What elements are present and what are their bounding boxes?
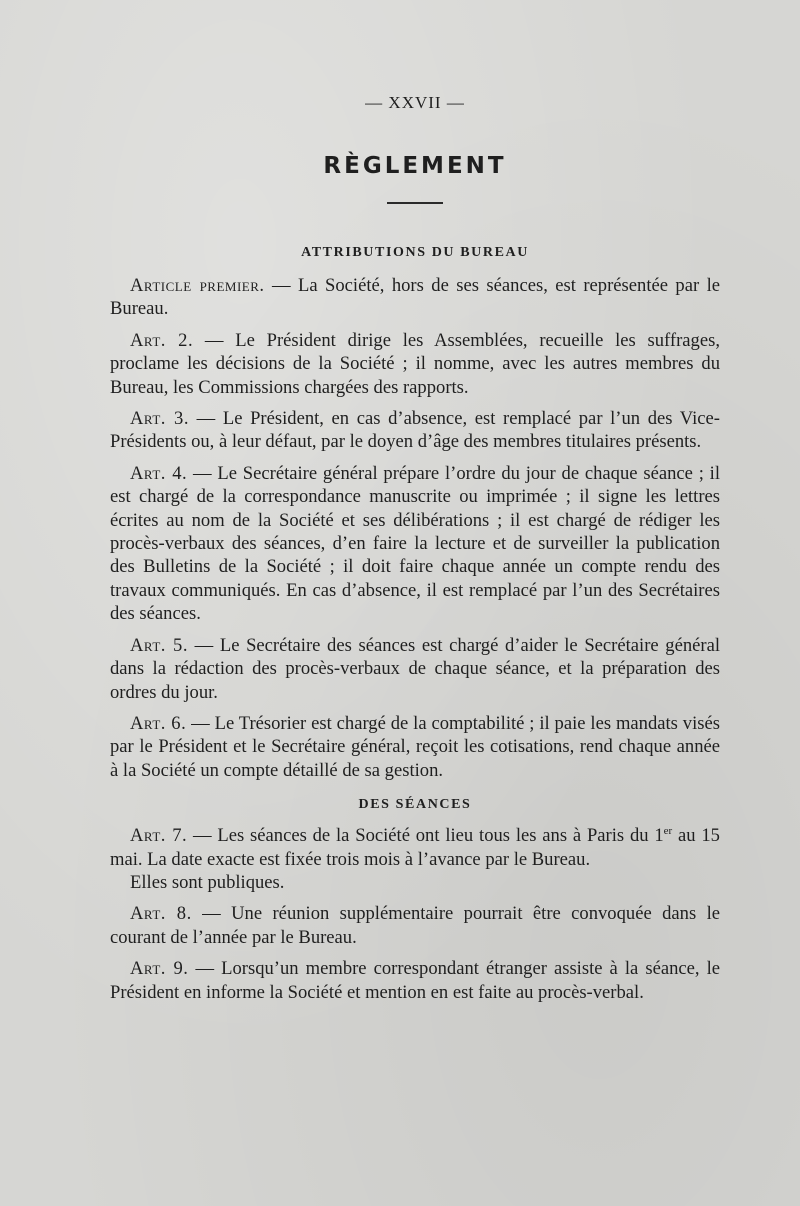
article-label: Art. 4. [130, 462, 188, 484]
article-label: Article premier. [130, 275, 265, 296]
article-text: — Les séances de la Société ont lieu tous les ans à Paris du 1 [187, 825, 664, 847]
article-8 [110, 902, 720, 949]
article-text: — Le Secrétaire général prépare l’ordre du jour de chaque séance ; il est chargé de la correspondance manuscrite ou imprimée ; il signe les lettres écrites au nom de la Société et ses délibérations ; il est chargé de rédiger les procès-verbaux des séances, d’en faire la lecture et de surveiller la publication des Bulletins de la Société ; il doit faire chaque année un compte rendu des travaux communiqués. En cas d’absence, il est remplacé par l’un des Secrétaires des séances. [110, 462, 720, 625]
article-text-continued: au 15 mai. La date exacte est fixée trois mois à l’avance par le Bureau. [110, 825, 720, 870]
section-heading-bureau: ATTRIBUTIONS DU BUREAU [301, 245, 529, 260]
article-2 [110, 329, 720, 399]
article-4 [110, 462, 720, 626]
article-label: Art. 2. [130, 329, 194, 351]
article-label: Art. 3. [130, 408, 189, 430]
ordinal-superscript: er [663, 824, 673, 837]
section-heading-seances: DES SÉANCES [358, 797, 472, 813]
article-label: Art. 8. [130, 903, 192, 925]
article-text: — Lorsqu’un membre correspondant étranger assiste à la séance, le Président en informe la Société et mention en est faite au procès-verbal. [110, 958, 720, 1003]
article-text: — La Société, hors de ses séances, est représentée par le Bureau. [110, 275, 720, 320]
article-7-extra: Elles sont publiques. [130, 871, 285, 893]
article-text: — Le Trésorier est chargé de la comptabilité ; il paie les mandats visés par le Président et le Secrétaire général, reçoit les cotisations, rend chaque année à la Société un compte détaillé de sa gestion. [110, 712, 720, 781]
title-rule [387, 202, 443, 204]
article-text: — Le Président dirige les Assemblées, recueille les suffrages, proclame les décisions de la Société ; il nomme, avec les autres membres du Bureau, les Commissions chargées des rapports. [110, 329, 720, 398]
article-6 [110, 712, 720, 782]
article-text: — Une réunion supplémentaire pourrait être convoquée dans le courant de l’année par le Bureau. [110, 903, 720, 948]
article-3 [110, 407, 720, 454]
article-label: Art. 6. [130, 712, 187, 734]
article-1 [110, 274, 720, 321]
article-label: Art. 7. [130, 825, 188, 847]
article-label: Art. 9. [130, 958, 189, 980]
article-label: Art. 5. [130, 634, 188, 656]
article-7 [110, 824, 720, 894]
article-9 [110, 957, 720, 1004]
article-text: — Le Secrétaire des séances est chargé d’aider le Secrétaire général dans la rédaction des procès-verbaux de chaque séance, et la préparation des ordres du jour. [110, 634, 720, 703]
page-number: — XXVII — [365, 93, 465, 112]
article-5 [110, 634, 720, 704]
article-text: — Le Président, en cas d’absence, est remplacé par l’un des Vice-Présidents ou, à leur défaut, par le doyen d’âge des membres titulaires présents. [110, 408, 720, 453]
page-content [110, 86, 720, 1004]
page-title: RÈGLEMENT [323, 153, 507, 179]
